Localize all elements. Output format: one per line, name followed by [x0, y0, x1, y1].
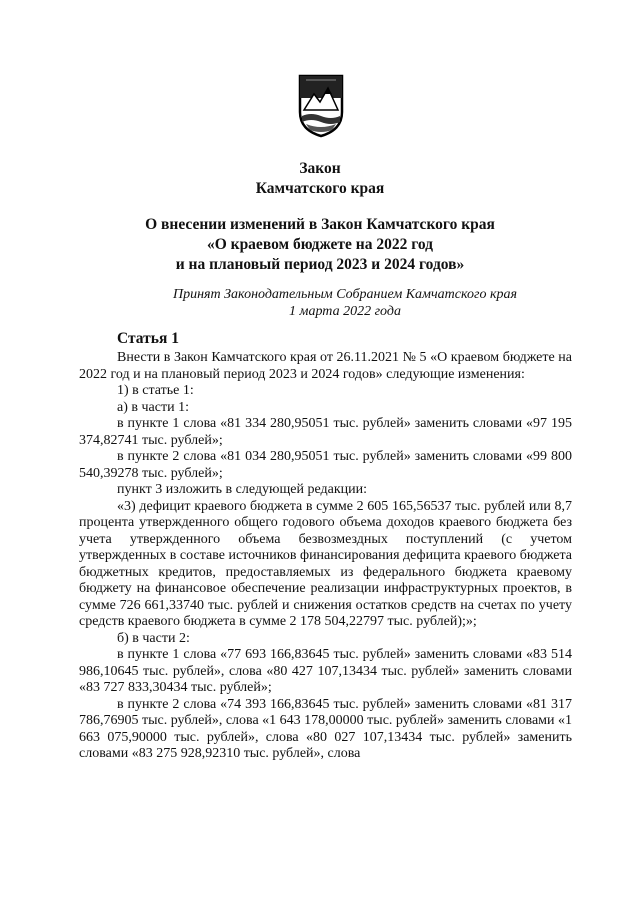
paragraph-intro: Внести в Закон Камчатского края от 26.11.2021 № 5 «О краевом бюджете на 2022 год и на плановый период 2023 и 2024 годов» следующие изменения: — [79, 350, 572, 382]
region-name: Камчатского края — [255, 180, 385, 197]
paragraph-b-point-1: в пункте 1 слова «77 693 166,83645 тыс. рублей» заменить словами «83 514 986,10645 тыс. рублей», слова «80 427 107,13434 тыс. рублей» заменить словами «83 727 833,30434 тыс. рублей»; — [79, 647, 572, 695]
paragraph-item-1: 1) в статье 1: — [117, 383, 194, 398]
law-word: Закон — [299, 160, 341, 177]
article-body — [79, 350, 572, 763]
law-title-line-3: и на плановый период 2023 и 2024 годов» — [175, 256, 465, 273]
paragraph-point-2: в пункте 2 слова «81 034 280,95051 тыс. рублей» заменить словами «99 800 540,39278 тыс. рублей»; — [79, 449, 572, 481]
law-title-line-1: О внесении изменений в Закон Камчатского края — [145, 216, 495, 233]
paragraph-point-3-intro: пункт 3 изложить в следующей редакции: — [117, 482, 367, 497]
coat-of-arms-icon — [296, 74, 346, 138]
paragraph-part-b: б) в части 2: — [117, 630, 190, 646]
article-heading: Статья 1 — [117, 330, 179, 347]
adopted-date: 1 марта 2022 года — [289, 304, 401, 319]
paragraph-point-1: в пункте 1 слова «81 334 280,95051 тыс. рублей» заменить словами «97 195 374,82741 тыс. рублей»; — [79, 416, 572, 448]
law-title-line-2: «О краевом бюджете на 2022 год — [206, 236, 434, 253]
paragraph-b-point-2: в пункте 2 слова «74 393 166,83645 тыс. рублей» заменить словами «81 317 786,76905 тыс. рублей», слова «1 643 178,00000 тыс. рублей» заменить словами «1 663 075,90000 тыс. рублей», слова «80 027 107,13434 тыс. рублей» заменить словами «83 275 928,92310 тыс. рублей», слова — [79, 696, 573, 761]
paragraph-point-3-text: «3) дефицит краевого бюджета в сумме 2 605 165,56537 тыс. рублей или 8,7 процента утвержденного общего годового объема доходов краевого бюджета без учета утвержденного объема безвозмездных поступлений (с учетом утвержденных в составе источников финансирования дефицита краевого бюджета бюджетных кредитов, предоставляемых из федерального бюджета краевому бюджету на финансовое обеспечение реализации инфраструктурных проектов, в сумме 726 661,33740 тыс. рублей и снижения остатков средств на счетах по учету средств краевого бюджета в сумме 2 178 504,22797 тыс. рублей);»; — [79, 498, 572, 629]
paragraph-part-a: а) в части 1: — [117, 399, 189, 415]
adopted-by: Принят Законодательным Собранием Камчатского края — [172, 287, 518, 302]
